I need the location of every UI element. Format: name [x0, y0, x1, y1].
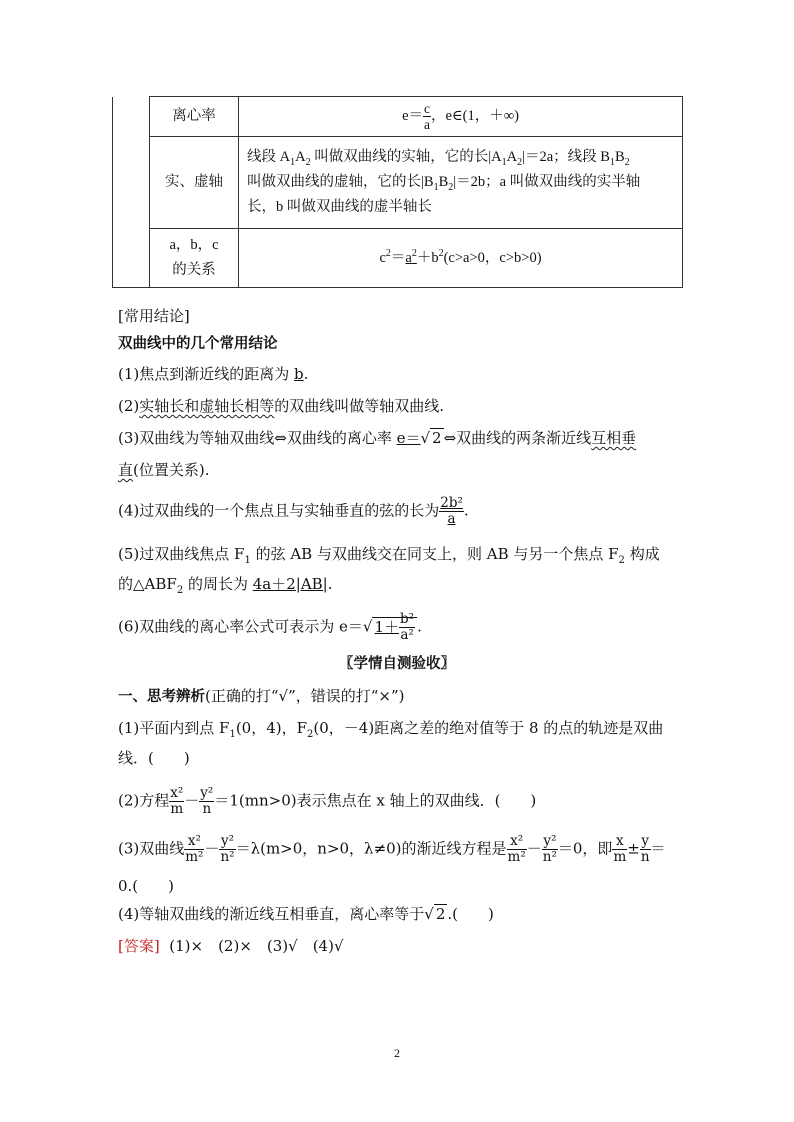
table-row: [113, 137, 683, 229]
question-2: (2)方程 $\frac{\text{x²}}{m}$ － $\frac{\text{y²}}{n}$ ＝1(mn>0)表示焦点在 x 轴上的双曲线．( ): [118, 785, 537, 817]
text-line: 线段 $A_1A_2$ 叫做双曲线的实轴，它的长$|A_1A_2|=2a$；线段 $B_1B_2$: [247, 149, 630, 168]
formula-text: e＝: [402, 107, 423, 124]
section-tag: [常用结论]: [118, 307, 190, 325]
row-name: [150, 229, 239, 288]
text-line: 长，b 叫做双曲线的虚半轴长: [247, 199, 432, 215]
hyperbola-properties-table: [112, 96, 683, 288]
numerator: c: [424, 101, 430, 116]
row-name-line: a，b，c: [169, 237, 219, 253]
fraction: $\frac{\text{2b²}}{a}$: [440, 495, 463, 527]
answer-tag: [答案]: [118, 937, 160, 955]
row-name: 离心率: [150, 97, 239, 137]
row-value: [239, 97, 683, 137]
formula-text: ，e∈(1，＋∞): [431, 107, 519, 124]
conclusion-3: (3)双曲线为等轴双曲线⇔双曲线的离心率 e＝√ 2 ⇔双曲线的两条渐近线互相垂: [118, 429, 637, 447]
fraction: $\frac{\text{b²}}{\text{a²}}$: [400, 611, 415, 643]
row-name: 实、虚轴: [150, 137, 239, 229]
exercise-heading: 一、思考辨析(正确的打“√”，错误的打“×”): [118, 687, 405, 705]
question-1-continued: 线．( ): [118, 749, 190, 767]
conclusion-2: (2)实轴长和虚轴长相等的双曲线叫做等轴双曲线.: [118, 397, 445, 415]
answer-line: [118, 936, 344, 956]
text-line: 叫做双曲线的虚轴，它的长$|B_1B_2|=2b$；a 叫做双曲线的实半轴: [247, 174, 641, 193]
conclusion-1: (1)焦点到渐近线的距离为 b.: [118, 365, 309, 383]
question-1: (1)平面内到点 $F_1(0$，4)，$F_2(0$，－4)距离之差的绝对值等于 8 的点的轨迹是双曲: [118, 719, 664, 740]
conclusion-4: (4)过双曲线的一个焦点且与实轴垂直的弦的长为 $\frac{\text{2b²}}{a}$ .: [118, 495, 469, 527]
question-3: (3)双曲线 $\frac{\text{x²}}{\text{m²}}$ － $\frac{\text{y²}}{\text{n²}}$ ＝λ(m>0，n>0，λ≠0)的渐近线方程是 $\frac{\text{x²}}{\text{m²}}$ － $\frac{\text{y²}}{\text{n²}}$ ＝0，即 $\frac{x}{m}$ ± $\frac{y}{n}$ ＝: [118, 833, 666, 865]
row-value: $c^2=a^2+b^2(c>a>0$，c>b>0): [239, 229, 683, 288]
table-left-column: [113, 97, 150, 288]
row-name-line: 的关系: [172, 262, 216, 278]
conclusion-6: (6)双曲线的离心率公式可表示为 e＝√ 1＋ $\frac{\text{b²}}{\text{a²}}$ .: [118, 611, 422, 643]
table-row: [113, 97, 683, 137]
conclusion-3-continued: 直(位置关系).: [118, 461, 210, 479]
fraction: [423, 101, 431, 132]
conclusion-5: (5)过双曲线焦点 $F_1$ 的弦 AB 与双曲线交在同支上，则 AB 与另一个焦点 $F_2$ 构成: [118, 545, 660, 566]
question-3-continued: 0.( ): [118, 877, 175, 895]
row-value: [239, 137, 683, 229]
denominator: a: [424, 117, 430, 132]
self-test-banner: 〖学情自测验收〗: [339, 656, 455, 672]
conclusion-5-continued: 的$\triangle ABF_2$ 的周长为 4a＋2|AB|.: [118, 575, 333, 596]
question-4: (4)等轴双曲线的渐近线互相垂直，离心率等于√ 2 .( ): [118, 905, 494, 923]
answer-text: (1)× (2)× (3)√ (4)√: [159, 937, 344, 955]
section-title: 双曲线中的几个常用结论: [118, 336, 278, 352]
table-row: [113, 229, 683, 288]
page-number: 2: [394, 1046, 400, 1060]
